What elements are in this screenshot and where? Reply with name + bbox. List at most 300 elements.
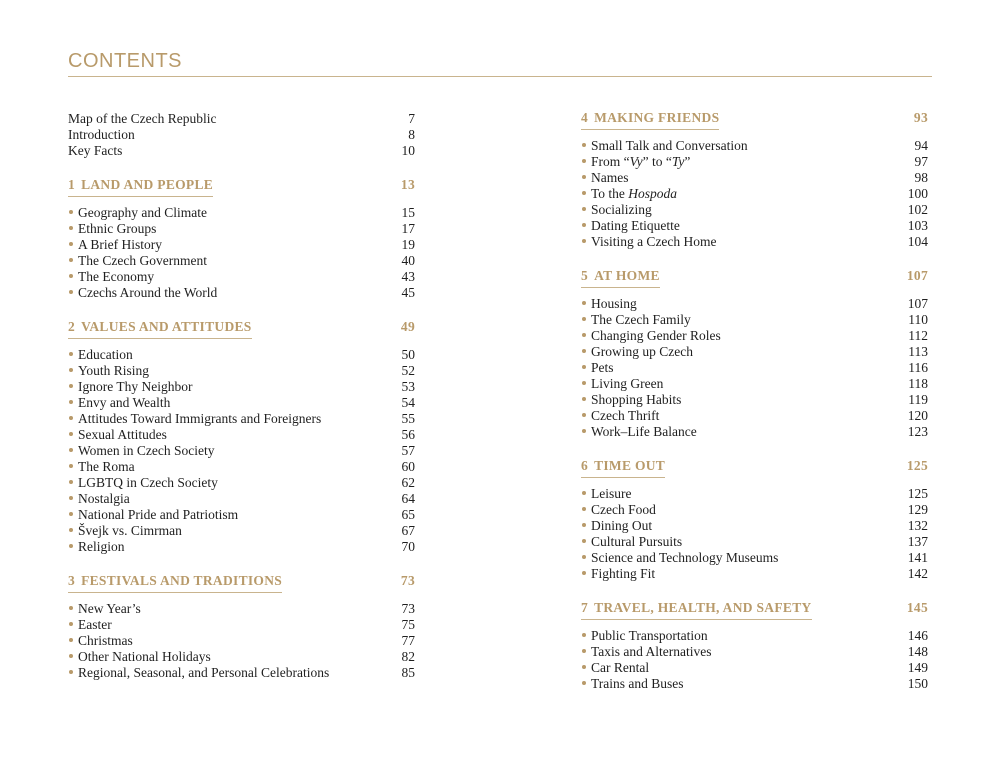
- toc-entry[interactable]: [68, 491, 415, 507]
- entry-title-text: [591, 186, 677, 202]
- chapter-number: 7: [581, 600, 589, 615]
- entry-title: [68, 205, 207, 221]
- toc-entry[interactable]: [581, 234, 928, 250]
- entry-title: [581, 676, 684, 692]
- toc-entry[interactable]: [581, 644, 928, 660]
- entry-page-number: 50: [401, 347, 415, 362]
- entry-page-number: 73: [401, 601, 415, 616]
- bullet-icon: [582, 649, 586, 653]
- entry-title: [68, 253, 207, 269]
- bullet-icon: [582, 239, 586, 243]
- chapter-title: [581, 458, 665, 478]
- entry-title: [68, 221, 156, 237]
- entry-title-text: Education: [78, 347, 133, 362]
- toc-entry[interactable]: [68, 507, 415, 523]
- entry-title-text: LGBTQ in Czech Society: [78, 475, 218, 490]
- toc-entry[interactable]: [581, 154, 928, 170]
- bullet-icon: [582, 571, 586, 575]
- bullet-icon: [582, 333, 586, 337]
- entry-title: [68, 411, 321, 427]
- entry-title: [581, 296, 637, 312]
- entry-title-text: New Year’s: [78, 601, 141, 616]
- entry-title-text: Envy and Wealth: [78, 395, 171, 410]
- entry-page-number: 62: [401, 475, 415, 490]
- bullet-icon: [69, 622, 73, 626]
- chapter-title: [581, 600, 812, 620]
- entry-title-text: Car Rental: [591, 660, 650, 675]
- entry-title-text: Ignore Thy Neighbor: [78, 379, 193, 394]
- toc-entry[interactable]: [581, 202, 928, 218]
- entry-title-text: Shopping Habits: [591, 392, 682, 407]
- entry-title: [68, 459, 135, 475]
- bullet-icon: [69, 654, 73, 658]
- entry-title-text: Introduction: [68, 127, 135, 142]
- entry-page-number: 110: [908, 312, 928, 327]
- bullet-icon: [582, 681, 586, 685]
- entry-title-text: Socializing: [591, 202, 652, 217]
- toc-entry[interactable]: [68, 111, 415, 127]
- chapter-title: [68, 573, 282, 593]
- bullet-icon: [582, 381, 586, 385]
- entry-title: [68, 143, 122, 159]
- chapter-heading[interactable]: [581, 110, 928, 129]
- entry-title: [68, 285, 217, 301]
- entry-title: [581, 392, 681, 408]
- entry-title: [581, 644, 712, 660]
- toc-entry[interactable]: [68, 459, 415, 475]
- entry-title-text: Fighting Fit: [591, 566, 656, 581]
- entry-title-text: Women in Czech Society: [78, 443, 215, 458]
- bullet-icon: [69, 384, 73, 388]
- bullet-icon: [69, 448, 73, 452]
- entry-title: [581, 660, 649, 676]
- toc-entry[interactable]: [68, 205, 415, 221]
- right-column: [581, 110, 928, 692]
- entry-title-text: Regional, Seasonal, and Personal Celebrations: [78, 665, 330, 680]
- bullet-icon: [69, 416, 73, 420]
- chapter-page-number: 93: [913, 110, 928, 125]
- toc-entry[interactable]: [68, 617, 415, 633]
- entry-page-number: 17: [401, 221, 415, 236]
- bullet-icon: [582, 665, 586, 669]
- bullet-icon: [69, 606, 73, 610]
- bullet-icon: [69, 464, 73, 468]
- entry-page-number: 82: [401, 649, 415, 664]
- toc-entry[interactable]: [581, 296, 928, 312]
- bullet-icon: [582, 207, 586, 211]
- entry-title-part: Vy: [629, 154, 643, 169]
- entry-title-text: Czech Food: [591, 502, 656, 517]
- toc-entry[interactable]: [68, 127, 415, 143]
- entry-page-number: 113: [908, 344, 928, 359]
- bullet-icon: [582, 223, 586, 227]
- entry-page-number: 19: [401, 237, 415, 252]
- header-rule: [68, 76, 932, 77]
- bullet-icon: [69, 226, 73, 230]
- entry-page-number: 129: [907, 502, 928, 517]
- chapter-title-text: LAND AND PEOPLE: [81, 177, 214, 192]
- bullet-icon: [582, 301, 586, 305]
- entry-title: [68, 491, 130, 507]
- entry-title-text: Other National Holidays: [78, 649, 211, 664]
- toc-entry[interactable]: [68, 395, 415, 411]
- bullet-icon: [582, 555, 586, 559]
- entry-title-text: The Roma: [78, 459, 135, 474]
- toc-entry[interactable]: [581, 676, 928, 692]
- chapter-page-number: 125: [906, 458, 928, 473]
- entry-page-number: 94: [914, 138, 928, 153]
- entry-page-number: 149: [907, 660, 928, 675]
- entry-page-number: 67: [401, 523, 415, 538]
- entry-title: [68, 617, 112, 633]
- entry-title-text: Living Green: [591, 376, 664, 391]
- entry-page-number: 148: [907, 644, 928, 659]
- toc-entry[interactable]: [68, 285, 415, 301]
- chapter-title: [68, 319, 252, 339]
- entry-title: [581, 566, 655, 582]
- entry-title-text: Changing Gender Roles: [591, 328, 721, 343]
- entry-title-part: From “: [591, 154, 630, 169]
- toc-entry[interactable]: [68, 363, 415, 379]
- chapter-title-text: MAKING FRIENDS: [594, 110, 720, 125]
- entry-page-number: 116: [908, 360, 928, 375]
- bullet-icon: [582, 143, 586, 147]
- entry-title-part: ” to “: [642, 154, 672, 169]
- bullet-icon: [582, 349, 586, 353]
- toc-entry[interactable]: [581, 534, 928, 550]
- entry-title: [68, 269, 154, 285]
- entry-page-number: 57: [401, 443, 415, 458]
- entry-title: [581, 312, 691, 328]
- toc-entry[interactable]: [68, 427, 415, 443]
- entry-title: [68, 443, 215, 459]
- entry-page-number: 150: [907, 676, 928, 691]
- entry-title-text: Religion: [78, 539, 125, 554]
- toc-entry[interactable]: [68, 523, 415, 539]
- entry-title-part: Hospoda: [628, 186, 678, 201]
- bullet-icon: [69, 210, 73, 214]
- toc-entry[interactable]: [581, 566, 928, 582]
- entry-title-text: Leisure: [591, 486, 632, 501]
- bullet-icon: [582, 539, 586, 543]
- entry-title-text: Easter: [78, 617, 112, 632]
- entry-page-number: 43: [401, 269, 415, 284]
- entry-title: [581, 234, 717, 250]
- entry-title: [68, 127, 135, 143]
- chapter-page-number: 13: [400, 177, 415, 192]
- entry-title-text: Sexual Attitudes: [78, 427, 167, 442]
- entry-title: [68, 649, 211, 665]
- toc-entry[interactable]: [68, 143, 415, 159]
- toc-entry[interactable]: [68, 237, 415, 253]
- toc-entry[interactable]: [581, 376, 928, 392]
- entry-page-number: 8: [408, 127, 415, 142]
- toc-entry[interactable]: [68, 633, 415, 649]
- entry-title-text: Dating Etiquette: [591, 218, 680, 233]
- page-title: CONTENTS: [68, 50, 182, 72]
- entry-page-number: 146: [907, 628, 928, 643]
- entry-page-number: 77: [401, 633, 415, 648]
- bullet-icon: [69, 528, 73, 532]
- toc-entry[interactable]: [581, 628, 928, 644]
- toc-entry[interactable]: [581, 312, 928, 328]
- entry-page-number: 112: [908, 328, 928, 343]
- chapter-page-number: 145: [906, 600, 928, 615]
- toc-entry[interactable]: [68, 601, 415, 617]
- entry-page-number: 107: [907, 296, 928, 311]
- entry-title: [68, 539, 125, 555]
- entry-title: [581, 424, 697, 440]
- toc-entry[interactable]: [68, 347, 415, 363]
- bullet-icon: [582, 175, 586, 179]
- bullet-icon: [69, 638, 73, 642]
- bullet-icon: [69, 480, 73, 484]
- entry-title: [581, 186, 677, 202]
- entry-title: [68, 601, 141, 617]
- entry-title: [581, 550, 778, 566]
- toc-entry[interactable]: [581, 502, 928, 518]
- bullet-icon: [582, 507, 586, 511]
- bullet-icon: [69, 352, 73, 356]
- bullet-icon: [582, 365, 586, 369]
- entry-title: [581, 376, 663, 392]
- chapter-title: [581, 268, 660, 288]
- entry-title-text: Geography and Climate: [78, 205, 207, 220]
- toc-entry[interactable]: [581, 424, 928, 440]
- bullet-icon: [69, 242, 73, 246]
- bullet-icon: [582, 413, 586, 417]
- chapter-heading[interactable]: [581, 600, 928, 619]
- entry-title: [68, 427, 167, 443]
- chapter-number: 4: [581, 110, 589, 125]
- entry-title: [68, 633, 133, 649]
- chapter-title: [68, 177, 213, 197]
- entry-title-text: The Czech Government: [78, 253, 207, 268]
- chapter-title: [581, 110, 719, 130]
- entry-title-text: The Economy: [78, 269, 155, 284]
- chapter-heading[interactable]: [68, 319, 415, 338]
- entry-title-text: Dining Out: [591, 518, 653, 533]
- entry-title-text: Science and Technology Museums: [591, 550, 779, 565]
- entry-page-number: 103: [907, 218, 928, 233]
- entry-title-text: Christmas: [78, 633, 133, 648]
- bullet-icon: [69, 512, 73, 516]
- entry-page-number: 104: [907, 234, 928, 249]
- chapter-title-text: TIME OUT: [594, 458, 666, 473]
- chapter-heading[interactable]: [581, 268, 928, 287]
- entry-title-text: Housing: [591, 296, 637, 311]
- entry-title-part: Ty: [671, 154, 685, 169]
- toc-entry[interactable]: [581, 660, 928, 676]
- right-chapters: [581, 110, 928, 692]
- bullet-icon: [582, 491, 586, 495]
- entry-title-text: Youth Rising: [78, 363, 150, 378]
- entry-title-text: Attitudes Toward Immigrants and Foreigners: [78, 411, 322, 426]
- chapter-page-number: 49: [400, 319, 415, 334]
- entry-title: [581, 502, 656, 518]
- toc-entry[interactable]: [581, 392, 928, 408]
- toc-entry[interactable]: [68, 475, 415, 491]
- bullet-icon: [69, 274, 73, 278]
- toc-entry[interactable]: [581, 360, 928, 376]
- entry-title-text: Czechs Around the World: [78, 285, 218, 300]
- toc-entry[interactable]: [581, 486, 928, 502]
- entry-page-number: 119: [908, 392, 928, 407]
- toc-entry[interactable]: [581, 550, 928, 566]
- bullet-icon: [582, 191, 586, 195]
- entry-title: [68, 111, 216, 127]
- toc-entry[interactable]: [68, 411, 415, 427]
- chapter-title-text: VALUES AND ATTITUDES: [81, 319, 252, 334]
- bullet-icon: [582, 429, 586, 433]
- toc-entry[interactable]: [68, 649, 415, 665]
- entry-title: [68, 237, 162, 253]
- entry-page-number: 141: [907, 550, 928, 565]
- entry-title: [581, 138, 748, 154]
- entry-title: [581, 170, 629, 186]
- entry-title-text: Trains and Buses: [591, 676, 684, 691]
- entry-title-text: Cultural Pursuits: [591, 534, 683, 549]
- entry-page-number: 98: [914, 170, 928, 185]
- entry-page-number: 85: [401, 665, 415, 680]
- entry-page-number: 15: [401, 205, 415, 220]
- entry-title: [68, 475, 218, 491]
- left-chapters: [68, 177, 415, 681]
- entry-page-number: 10: [401, 143, 415, 158]
- entry-title-text: Small Talk and Conversation: [591, 138, 748, 153]
- chapter-title-text: FESTIVALS AND TRADITIONS: [81, 573, 283, 588]
- bullet-icon: [582, 397, 586, 401]
- entry-title: [68, 507, 238, 523]
- bullet-icon: [69, 544, 73, 548]
- entry-page-number: 64: [401, 491, 415, 506]
- toc-entry[interactable]: [581, 138, 928, 154]
- bullet-icon: [69, 432, 73, 436]
- chapter-heading[interactable]: [68, 573, 415, 592]
- entry-page-number: 56: [401, 427, 415, 442]
- entry-page-number: 123: [907, 424, 928, 439]
- entry-title-text: Ethnic Groups: [78, 221, 157, 236]
- bullet-icon: [69, 290, 73, 294]
- entry-page-number: 125: [907, 486, 928, 501]
- entry-title-text: Public Transportation: [591, 628, 708, 643]
- entry-page-number: 60: [401, 459, 415, 474]
- bullet-icon: [69, 496, 73, 500]
- toc-entry[interactable]: [68, 221, 415, 237]
- entry-page-number: 137: [907, 534, 928, 549]
- toc-entry[interactable]: [581, 218, 928, 234]
- entry-title-text: Growing up Czech: [591, 344, 693, 359]
- entry-title: [581, 408, 659, 424]
- chapter-number: 2: [68, 319, 76, 334]
- bullet-icon: [69, 670, 73, 674]
- entry-title: [581, 360, 614, 376]
- entry-title: [581, 534, 682, 550]
- entry-title-text: National Pride and Patriotism: [78, 507, 239, 522]
- entry-title-text: Taxis and Alternatives: [591, 644, 712, 659]
- entry-title-text: Work–Life Balance: [591, 424, 697, 439]
- entry-page-number: 65: [401, 507, 415, 522]
- entry-title: [68, 379, 192, 395]
- entry-page-number: 54: [401, 395, 415, 410]
- entry-title: [581, 218, 680, 234]
- chapter-heading[interactable]: [68, 177, 415, 196]
- toc-entry[interactable]: [581, 518, 928, 534]
- toc-entry[interactable]: [581, 170, 928, 186]
- toc-entry[interactable]: [68, 665, 415, 681]
- entry-page-number: 45: [401, 285, 415, 300]
- entry-title-text: The Czech Family: [591, 312, 691, 327]
- entry-page-number: 142: [907, 566, 928, 581]
- chapter-heading[interactable]: [581, 458, 928, 477]
- entry-title-text: Nostalgia: [78, 491, 130, 506]
- toc-entry[interactable]: [581, 344, 928, 360]
- entry-page-number: 120: [907, 408, 928, 423]
- entry-title: [581, 344, 693, 360]
- left-column: [68, 111, 415, 681]
- toc-entry[interactable]: [68, 269, 415, 285]
- entry-page-number: 52: [401, 363, 415, 378]
- bullet-icon: [582, 633, 586, 637]
- entry-title-text: Visiting a Czech Home: [591, 234, 717, 249]
- entry-page-number: 118: [908, 376, 928, 391]
- entry-title-text: Czech Thrift: [591, 408, 660, 423]
- chapter-number: 5: [581, 268, 589, 283]
- entry-page-number: 7: [408, 111, 415, 126]
- entry-title: [581, 628, 708, 644]
- entry-title: [581, 202, 652, 218]
- bullet-icon: [69, 258, 73, 262]
- entry-page-number: 70: [401, 539, 415, 554]
- entry-title: [581, 154, 690, 170]
- entry-title-text: [591, 154, 690, 170]
- chapter-number: 3: [68, 573, 76, 588]
- entry-title-text: Švejk vs. Cimrman: [78, 523, 182, 538]
- entry-title: [68, 395, 170, 411]
- entry-title: [581, 486, 631, 502]
- chapter-title-text: TRAVEL, HEALTH, AND SAFETY: [594, 600, 812, 615]
- entry-title: [68, 363, 149, 379]
- toc-entry[interactable]: [68, 379, 415, 395]
- toc-entry[interactable]: [68, 443, 415, 459]
- toc-entry[interactable]: [581, 328, 928, 344]
- toc-entry[interactable]: [581, 408, 928, 424]
- entry-page-number: 40: [401, 253, 415, 268]
- chapter-title-text: AT HOME: [594, 268, 660, 283]
- entry-title-text: Key Facts: [68, 143, 123, 158]
- bullet-icon: [582, 317, 586, 321]
- intro-list: [68, 111, 415, 159]
- toc-entry[interactable]: [581, 186, 928, 202]
- entry-page-number: 53: [401, 379, 415, 394]
- entry-title: [68, 523, 182, 539]
- entry-title-text: Map of the Czech Republic: [68, 111, 217, 126]
- entry-title: [68, 665, 329, 681]
- entry-page-number: 102: [907, 202, 928, 217]
- toc-entry[interactable]: [68, 539, 415, 555]
- toc-entry[interactable]: [68, 253, 415, 269]
- entry-title: [581, 328, 721, 344]
- entry-title-text: Names: [591, 170, 629, 185]
- entry-page-number: 55: [401, 411, 415, 426]
- entry-page-number: 97: [914, 154, 928, 169]
- entry-title-part: To the: [591, 186, 629, 201]
- chapter-number: 6: [581, 458, 589, 473]
- entry-page-number: 100: [907, 186, 928, 201]
- entry-title: [68, 347, 133, 363]
- entry-title-text: Pets: [591, 360, 614, 375]
- entry-title-text: A Brief History: [78, 237, 162, 252]
